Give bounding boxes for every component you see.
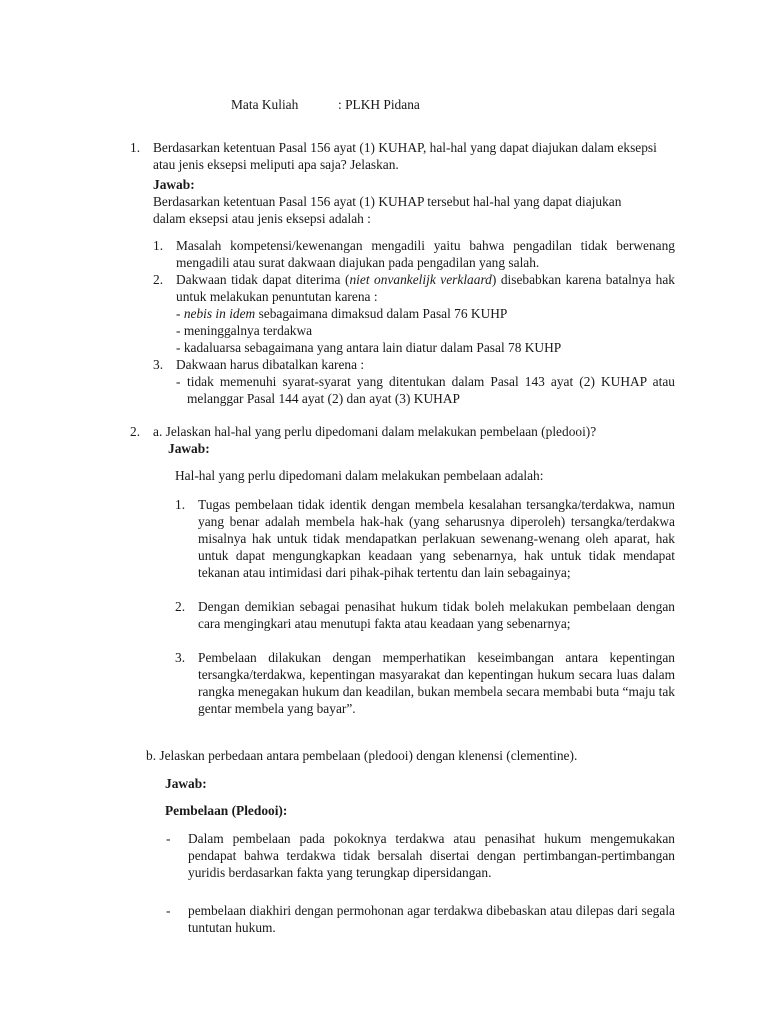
q1-item-2-sub-2 xyxy=(176,322,675,339)
dash: - xyxy=(176,340,184,355)
question-2b-subheading: Pembelaan (Pledooi): xyxy=(165,803,288,818)
q1-item-2-number: 2. xyxy=(153,272,164,287)
q2b-item-1-text: Dalam pembelaan pada pokoknya terdakwa atau penasihat hukum mengemukakan pendapat bahwa terdakwa tidak bersalah disertai dengan pertimbangan-pertimbangan yuridis berdasarkan fakta yang terungkap dipersidangan. xyxy=(188,831,675,880)
q1-item-2-text-start: Dakwaan tidak dapat diterima ( xyxy=(176,272,350,287)
q1-item-1-text: Masalah kompetensi/kewenangan mengadili yaitu bahwa pengadilan tidak berwenang mengadili atau surat dakwaan diajukan pada pengadilan yang salah. xyxy=(176,238,675,270)
question-1-text: Berdasarkan ketentuan Pasal 156 ayat (1) KUHAP, hal-hal yang dapat diajukan dalam eksepsi atau jenis eksepsi meliputi apa saja? Jelaskan. xyxy=(153,140,657,172)
dash: - xyxy=(176,306,184,321)
q1-item-2-sub-1 xyxy=(176,305,675,322)
q2a-item-2-number: 2. xyxy=(175,599,186,614)
dash: - xyxy=(176,323,184,338)
question-2a-answer-label: Jawab: xyxy=(168,441,210,456)
q1-item-2-sub-3 xyxy=(176,339,675,356)
q1-item-2-text-end: ) disebabkan karena batalnya hak untuk melakukan penuntutan karena : xyxy=(176,272,675,304)
q1-item-2-text xyxy=(176,271,675,305)
sub-text: sebagaimana dimaksud dalam Pasal 76 KUHP xyxy=(255,306,508,321)
question-2a-answer-intro: Hal-hal yang perlu dipedomani dalam melakukan pembelaan adalah: xyxy=(175,468,544,483)
question-2a-text: a. Jelaskan hal-hal yang perlu dipedomani dalam melakukan pembelaan (pledooi)? xyxy=(153,424,597,439)
q2a-item-3-text: Pembelaan dilakukan dengan memperhatikan keseimbangan antara kepentingan tersangka/terdakwa, kepentingan masyarakat dan kepentingan hukum secara luas dalam rangka menegakan hukum dan keadilan, bukan membela secara membabi buta “maju tak gentar membela yang bayar”. xyxy=(198,650,675,716)
question-1-number: 1. xyxy=(130,140,141,155)
question-2b-answer-label: Jawab: xyxy=(165,776,207,791)
q2a-item-3-number: 3. xyxy=(175,650,186,665)
q2a-item-2-text: Dengan demikian sebagai penasihat hukum tidak boleh melakukan pembelaan dengan cara mengingkari atau menutupi fakta atau keadaan yang sebenarnya; xyxy=(198,599,675,631)
q1-item-3-sub-dash: - xyxy=(176,374,181,389)
sub-text: kadaluarsa sebagaimana yang antara lain diatur dalam Pasal 78 KUHP xyxy=(183,340,562,355)
q1-item-1-number: 1. xyxy=(153,238,164,253)
course-value: : PLKH Pidana xyxy=(338,97,420,112)
q2a-item-1-number: 1. xyxy=(175,497,186,512)
question-2b-text: b. Jelaskan perbedaan antara pembelaan (pledooi) dengan klenensi (clementine). xyxy=(146,748,578,763)
sub-term: nebis in idem xyxy=(183,306,256,321)
question-1-answer-intro: Berdasarkan ketentuan Pasal 156 ayat (1) KUHAP tersebut hal-hal yang dapat diajukan dalam eksepsi atau jenis eksepsi adalah : xyxy=(153,194,622,226)
q1-item-2-term: niet onvankelijk verklaard xyxy=(349,272,492,287)
q1-item-3-text: Dakwaan harus dibatalkan karena : xyxy=(176,357,365,372)
question-2-number: 2. xyxy=(130,424,141,439)
sub-text: meninggalnya terdakwa xyxy=(183,323,313,338)
question-1-answer-label: Jawab: xyxy=(153,177,195,192)
q2b-item-2-dash: - xyxy=(166,903,171,918)
q1-item-3-number: 3. xyxy=(153,357,164,372)
q2a-item-1-text: Tugas pembelaan tidak identik dengan membela kesalahan tersangka/terdakwa, namun yang benar adalah membela hak-hak (yang seharusnya diperoleh) tersangka/terdakwa misalnya hak untuk tidak mendapatkan perlakuan sewenang-wenang oleh aparat, hak untuk dapat mengungkapkan keadaan yang sebenarnya, hak untuk tidak mendapat tekanan atau intimidasi dari pihak-pihak tertentu dan lain sebagainya; xyxy=(198,497,675,580)
q2b-item-2-text: pembelaan diakhiri dengan permohonan agar terdakwa dibebaskan atau dilepas dari segala tuntutan hukum. xyxy=(188,903,675,935)
q2b-item-1-dash: - xyxy=(166,831,171,846)
q1-item-3-sub-text: tidak memenuhi syarat-syarat yang ditentukan dalam Pasal 143 ayat (2) KUHAP atau melanggar Pasal 144 ayat (2) dan ayat (3) KUHAP xyxy=(187,374,675,406)
course-label: Mata Kuliah xyxy=(231,97,299,112)
